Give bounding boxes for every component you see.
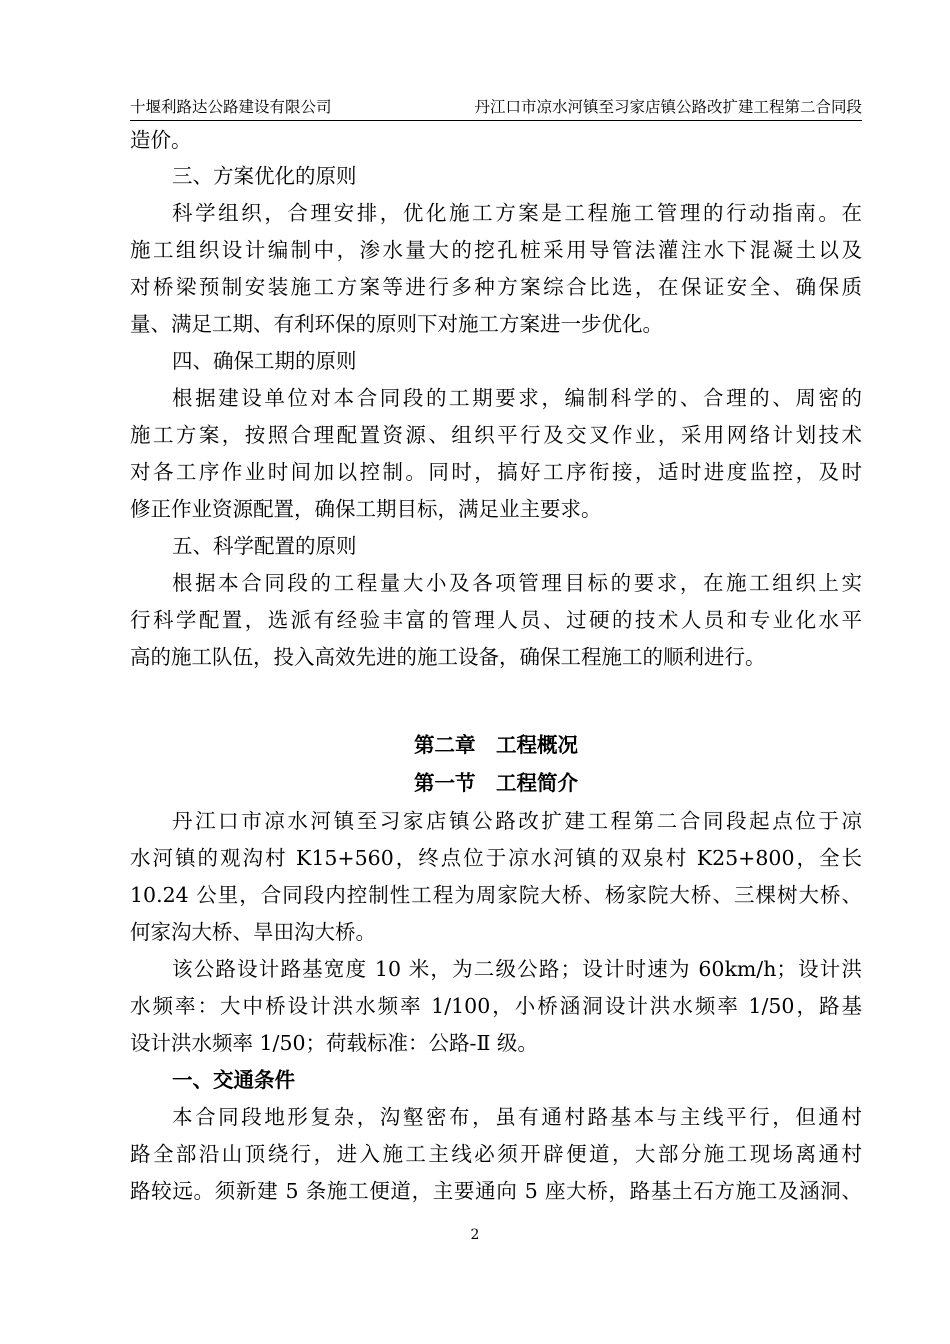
text-line: 行科学配置，选派有经验丰富的管理人员、过硬的技术人员和专业化水平 xyxy=(130,608,862,632)
text-line: 水河镇的观沟村 K15+560，终点位于凉水河镇的双泉村 K25+800，全长 xyxy=(130,846,862,870)
subsection-heading: 一、交通条件 xyxy=(172,1068,295,1092)
text-line: 造价。 xyxy=(130,128,192,152)
page-header xyxy=(130,96,862,121)
text-line: 对桥梁预制安装施工方案等进行多种方案综合比选，在保证安全、确保质 xyxy=(130,275,862,299)
header-company: 十堰利路达公路建设有限公司 xyxy=(130,98,332,116)
section-heading: 五、科学配置的原则 xyxy=(172,534,357,558)
header-project: 丹江口市凉水河镇至习家店镇公路改扩建工程第二合同段 xyxy=(474,98,862,116)
text-line: 量、满足工期、有利环保的原则下对施工方案进一步优化。 xyxy=(130,312,663,336)
text-line: 施工方案，按照合理配置资源、组织平行及交叉作业，采用网络计划技术 xyxy=(130,423,862,447)
section-heading: 四、确保工期的原则 xyxy=(172,349,357,373)
text-line: 设计洪水频率 1/50；荷载标准：公路-Ⅱ 级。 xyxy=(130,1031,538,1055)
text-line: 对各工序作业时间加以控制。同时，搞好工序衔接，适时进度监控，及时 xyxy=(130,460,862,484)
text-line: 修正作业资源配置，确保工期目标，满足业主要求。 xyxy=(130,497,602,521)
text-line: 本合同段地形复杂，沟壑密布，虽有通村路基本与主线平行，但通村 xyxy=(172,1105,862,1129)
text-line: 10.24 公里，合同段内控制性工程为周家院大桥、杨家院大桥、三棵树大桥、 xyxy=(130,883,862,907)
chapter-title: 第二章 工程概况 xyxy=(414,733,578,757)
text-line: 该公路设计路基宽度 10 米，为二级公路；设计时速为 60km/h；设计洪 xyxy=(172,957,862,981)
page-number: 2 xyxy=(470,1227,480,1243)
text-line: 路较远。须新建 5 条施工便道，主要通向 5 座大桥，路基土石方施工及涵洞、 xyxy=(130,1179,862,1203)
section-title: 第一节 工程简介 xyxy=(414,771,578,795)
section-heading: 三、方案优化的原则 xyxy=(172,164,357,188)
text-line: 水频率：大中桥设计洪水频率 1/100，小桥涵洞设计洪水频率 1/50，路基 xyxy=(130,994,862,1018)
text-line: 丹江口市凉水河镇至习家店镇公路改扩建工程第二合同段起点位于凉 xyxy=(172,809,862,833)
text-line: 何家沟大桥、旱田沟大桥。 xyxy=(130,920,376,944)
text-line: 根据建设单位对本合同段的工期要求，编制科学的、合理的、周密的 xyxy=(172,386,862,410)
text-line: 科学组织，合理安排，优化施工方案是工程施工管理的行动指南。在 xyxy=(172,201,862,225)
text-line: 施工组织设计编制中，渗水量大的挖孔桩采用导管法灌注水下混凝土以及 xyxy=(130,238,862,262)
text-line: 根据本合同段的工程量大小及各项管理目标的要求，在施工组织上实 xyxy=(172,571,862,595)
text-line: 高的施工队伍，投入高效先进的施工设备，确保工程施工的顺利进行。 xyxy=(130,645,766,669)
text-line: 路全部沿山顶绕行，进入施工主线必须开辟便道，大部分施工现场离通村 xyxy=(130,1142,862,1166)
